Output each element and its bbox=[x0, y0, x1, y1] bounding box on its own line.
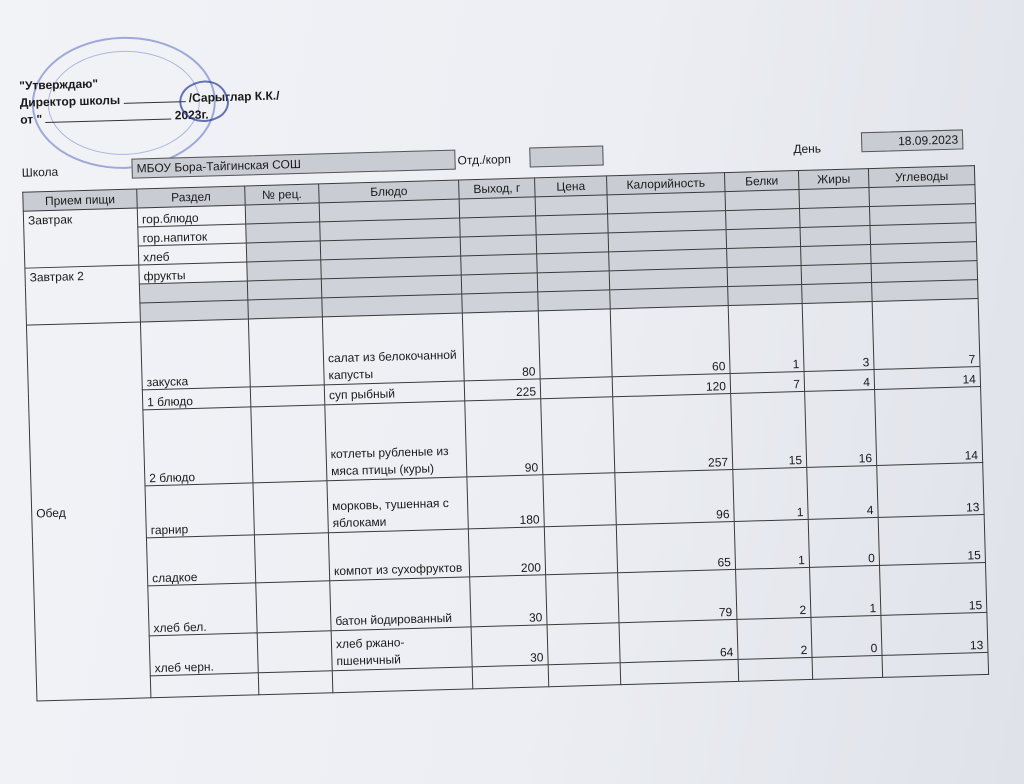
recipe-cell bbox=[248, 317, 324, 387]
recipe-cell bbox=[253, 481, 328, 535]
col-protein: Белки bbox=[724, 171, 799, 192]
empty-cell bbox=[535, 195, 608, 216]
yield-cell: 80 bbox=[462, 311, 540, 381]
school-field: МБОУ Бора-Тайгинская СОШ bbox=[131, 150, 455, 179]
dish-cell: хлеб ржано-пшеничный bbox=[331, 627, 472, 671]
dish-cell: суп рыбный bbox=[324, 381, 465, 405]
empty-cell bbox=[548, 663, 621, 687]
approval-block bbox=[19, 71, 280, 129]
price-cell bbox=[544, 525, 617, 575]
empty-cell bbox=[247, 279, 322, 300]
carbs-cell: 14 bbox=[875, 387, 983, 466]
empty-cell bbox=[801, 245, 872, 266]
date-blank bbox=[46, 119, 172, 124]
kcal-cell: 60 bbox=[610, 306, 730, 377]
empty-cell bbox=[801, 264, 872, 285]
empty-cell bbox=[725, 190, 800, 211]
price-cell bbox=[547, 623, 620, 665]
carbs-cell: 7 bbox=[872, 299, 980, 370]
empty-cell bbox=[248, 298, 323, 319]
date-prefix: от " bbox=[20, 112, 43, 127]
signature-line bbox=[124, 101, 186, 104]
empty-cell bbox=[726, 209, 801, 230]
dept-label: Отд./корп bbox=[457, 152, 512, 168]
dish-cell: батон йодированный bbox=[330, 577, 471, 631]
section-cell: гарнир bbox=[145, 483, 254, 538]
empty-cell bbox=[537, 252, 610, 273]
empty-cell bbox=[536, 233, 609, 254]
empty-cell bbox=[246, 241, 321, 262]
fat-cell: 0 bbox=[808, 517, 879, 567]
section-cell: сладкое bbox=[146, 535, 255, 586]
section-cell: фрукты bbox=[139, 262, 247, 284]
protein-cell: 2 bbox=[737, 617, 812, 659]
protein-cell: 7 bbox=[730, 371, 805, 393]
empty-cell bbox=[620, 659, 739, 684]
section-cell: хлеб черн. bbox=[149, 633, 258, 676]
kcal-cell: 79 bbox=[618, 569, 737, 622]
dish-cell: котлеты рубленые из мяса птицы (куры) bbox=[325, 401, 467, 481]
section-cell: закуска bbox=[140, 319, 250, 390]
section-cell: гор.блюдо bbox=[137, 205, 245, 227]
empty-cell bbox=[150, 673, 259, 698]
fat-cell: 4 bbox=[807, 465, 878, 519]
empty-cell bbox=[800, 207, 871, 228]
dish-cell: салат из белокочанной капусты bbox=[322, 313, 464, 385]
day-label: День bbox=[793, 141, 822, 157]
dish-cell: морковь, тушенная с яблоками bbox=[327, 477, 468, 533]
menu-table bbox=[22, 165, 989, 701]
empty-cell bbox=[462, 292, 539, 313]
empty-cell bbox=[247, 260, 322, 281]
protein-cell: 1 bbox=[728, 303, 804, 373]
empty-cell bbox=[882, 652, 989, 677]
kcal-cell: 257 bbox=[613, 394, 733, 473]
kcal-cell: 64 bbox=[619, 619, 738, 662]
recipe-cell bbox=[256, 581, 331, 633]
empty-cell bbox=[460, 235, 537, 256]
carbs-cell: 15 bbox=[880, 562, 987, 615]
carbs-cell: 13 bbox=[877, 463, 984, 518]
menu-document bbox=[10, 13, 984, 676]
protein-cell: 15 bbox=[731, 391, 807, 469]
approval-title: "Утверждаю" bbox=[19, 76, 99, 93]
empty-cell bbox=[726, 228, 801, 249]
empty-cell bbox=[738, 657, 813, 681]
meal-breakfast-2: Завтрак 2 bbox=[25, 265, 141, 325]
school-label: Школа bbox=[21, 164, 59, 180]
director-label: Директор школы bbox=[19, 92, 121, 110]
price-cell bbox=[540, 377, 613, 399]
empty-cell bbox=[258, 671, 333, 695]
dish-cell: компот из сухофруктов bbox=[328, 529, 469, 581]
kcal-cell: 120 bbox=[612, 374, 731, 397]
meal-breakfast: Завтрак bbox=[23, 208, 139, 268]
empty-cell bbox=[537, 271, 610, 292]
empty-cell bbox=[459, 197, 536, 218]
col-carbs: Углеводы bbox=[868, 166, 974, 188]
fat-cell: 16 bbox=[805, 389, 877, 467]
empty-cell bbox=[728, 284, 803, 305]
col-fat: Жиры bbox=[798, 169, 869, 190]
yield-cell: 225 bbox=[464, 379, 541, 401]
empty-cell bbox=[461, 273, 538, 294]
recipe-cell bbox=[254, 533, 329, 583]
section-cell: хлеб bbox=[138, 243, 246, 265]
fat-cell: 1 bbox=[810, 565, 881, 617]
carbs-cell: 13 bbox=[881, 612, 988, 655]
empty-cell bbox=[332, 667, 473, 693]
recipe-cell bbox=[250, 385, 325, 407]
section-cell: 1 блюдо bbox=[142, 387, 251, 410]
col-kcal: Калорийность bbox=[607, 173, 725, 195]
empty-cell bbox=[460, 216, 537, 237]
col-yield: Выход, г bbox=[459, 178, 536, 199]
empty-cell bbox=[799, 188, 870, 209]
price-cell bbox=[546, 573, 619, 625]
empty-cell bbox=[727, 265, 802, 286]
director-name: /Сарыглар К.К./ bbox=[188, 88, 280, 106]
col-price: Цена bbox=[535, 176, 608, 197]
lunch-section bbox=[26, 299, 988, 701]
empty-cell bbox=[536, 214, 609, 235]
empty-cell bbox=[472, 665, 549, 689]
date-suffix: 2023г. bbox=[174, 107, 209, 123]
yield-cell: 30 bbox=[470, 575, 547, 627]
col-dish: Блюдо bbox=[319, 180, 459, 203]
carbs-cell: 15 bbox=[878, 514, 985, 565]
yield-cell: 30 bbox=[471, 625, 548, 667]
protein-cell: 1 bbox=[733, 467, 808, 521]
day-field: 18.09.2023 bbox=[861, 129, 964, 152]
section-cell: хлеб бел. bbox=[148, 583, 257, 636]
col-recipe: № рец. bbox=[245, 184, 320, 205]
recipe-cell bbox=[257, 631, 332, 673]
empty-cell bbox=[461, 254, 538, 275]
section-cell: гор.напиток bbox=[138, 224, 246, 246]
fat-cell: 3 bbox=[802, 302, 874, 372]
recipe-cell bbox=[251, 405, 327, 483]
yield-cell: 90 bbox=[465, 399, 543, 477]
empty-cell bbox=[800, 226, 871, 247]
kcal-cell: 96 bbox=[615, 469, 734, 524]
empty-cell bbox=[812, 655, 883, 679]
empty-cell bbox=[538, 290, 611, 311]
kcal-cell: 65 bbox=[616, 521, 735, 572]
meal-lunch: Обед bbox=[26, 322, 150, 701]
fat-cell: 0 bbox=[811, 615, 882, 657]
col-meal: Прием пищи bbox=[23, 189, 137, 211]
protein-cell: 1 bbox=[734, 519, 809, 569]
dept-field bbox=[529, 145, 604, 167]
section-cell: 2 блюдо bbox=[143, 407, 253, 486]
empty-cell bbox=[245, 203, 320, 224]
yield-cell: 200 bbox=[468, 527, 545, 577]
price-cell bbox=[538, 309, 612, 379]
empty-cell bbox=[802, 283, 873, 304]
yield-cell: 180 bbox=[467, 475, 544, 529]
empty-cell bbox=[727, 247, 802, 268]
price-cell bbox=[543, 473, 616, 527]
col-section: Раздел bbox=[137, 186, 245, 208]
protein-cell: 2 bbox=[736, 567, 811, 619]
empty-cell bbox=[246, 222, 321, 243]
fat-cell: 4 bbox=[804, 370, 875, 392]
carbs-cell: 14 bbox=[874, 367, 981, 390]
price-cell bbox=[541, 397, 615, 475]
